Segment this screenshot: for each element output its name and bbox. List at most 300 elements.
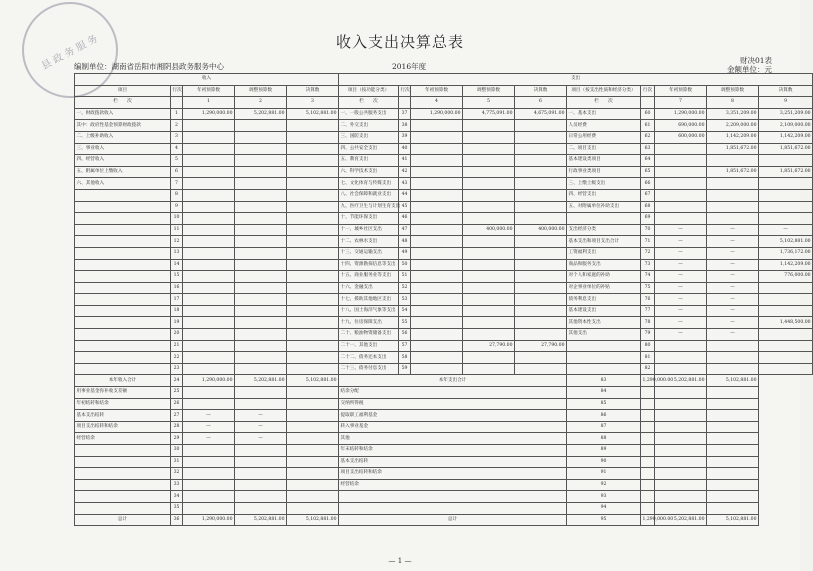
table-cell: 82 xyxy=(641,363,655,375)
table-cell xyxy=(75,259,171,271)
table-cell xyxy=(463,329,515,341)
table-cell xyxy=(655,213,707,225)
table-cell xyxy=(287,120,339,132)
table-cell: 53 xyxy=(399,294,411,306)
table-cell: 十一、城乡社区支出 xyxy=(339,224,399,236)
table-cell: 73 xyxy=(641,259,655,271)
table-cell xyxy=(235,143,287,155)
table-cell xyxy=(515,189,567,201)
table-cell xyxy=(287,340,339,352)
table-cell xyxy=(287,445,339,457)
table-cell xyxy=(183,329,235,341)
table-cell xyxy=(463,363,515,375)
table-cell: 六、科学技术支出 xyxy=(339,166,399,178)
table-cell xyxy=(183,340,235,352)
table-cell: 1,290,000.00 xyxy=(641,375,655,387)
table-cell: 二、项目支出 xyxy=(567,143,641,155)
table-cell xyxy=(707,155,759,167)
table-cell xyxy=(235,491,287,503)
table-cell: 85 xyxy=(567,398,641,410)
table-cell: 其他支出 xyxy=(567,329,641,341)
table-cell xyxy=(655,433,707,445)
table-cell xyxy=(287,178,339,190)
table-cell: 5,202,881.00 xyxy=(655,514,707,526)
table-cell xyxy=(641,398,655,410)
table-cell: 54 xyxy=(399,305,411,317)
table-cell: 93 xyxy=(567,491,641,503)
table-cell: 基本建设类项目 xyxy=(567,155,641,167)
table-cell xyxy=(235,340,287,352)
table-cell xyxy=(287,502,339,514)
table-cell xyxy=(567,340,641,352)
table-cell: 1,736,172.00 xyxy=(759,247,813,259)
table-cell xyxy=(75,352,171,364)
table-cell: 49 xyxy=(399,247,411,259)
table-cell: 67 xyxy=(641,189,655,201)
table-cell: — xyxy=(235,433,287,445)
table-cell: 其他资本性支出 xyxy=(567,317,641,329)
table-cell xyxy=(411,213,463,225)
totals-row xyxy=(75,375,813,387)
table-cell: 18 xyxy=(171,305,183,317)
table-cell: 8 xyxy=(171,189,183,201)
table-cell: 五、教育支出 xyxy=(339,155,399,167)
table-cell xyxy=(641,445,655,457)
table-cell xyxy=(463,189,515,201)
table-cell xyxy=(75,445,171,457)
table-cell: — xyxy=(655,259,707,271)
table-row xyxy=(75,201,813,213)
table-cell: 总计 xyxy=(339,514,567,526)
table-cell xyxy=(183,445,235,457)
table-cell xyxy=(655,352,707,364)
table-row xyxy=(75,143,813,155)
table-cell xyxy=(235,329,287,341)
table-cell xyxy=(707,468,759,480)
table-cell xyxy=(75,294,171,306)
table-cell xyxy=(287,189,339,201)
table-cell: 27 xyxy=(171,410,183,422)
table-cell: — xyxy=(707,236,759,248)
table-cell xyxy=(75,271,171,283)
table-cell: — xyxy=(655,236,707,248)
table-cell: 1,290,000.00 xyxy=(183,514,235,526)
table-cell: 27,790.00 xyxy=(463,340,515,352)
table-cell xyxy=(75,456,171,468)
table-cell: 2,209,000.00 xyxy=(707,120,759,132)
table-cell: 51 xyxy=(399,271,411,283)
table-cell xyxy=(707,410,759,422)
table-cell xyxy=(235,294,287,306)
table-cell xyxy=(287,155,339,167)
table-cell: 1,851,672.00 xyxy=(759,143,813,155)
table-cell: 二十二、债务还本支出 xyxy=(339,352,399,364)
table-cell xyxy=(707,479,759,491)
table-cell xyxy=(641,491,655,503)
table-cell: 30 xyxy=(171,445,183,457)
table-cell: 支出经济分类 xyxy=(567,224,641,236)
table-cell xyxy=(287,433,339,445)
table-cell xyxy=(515,236,567,248)
table-cell xyxy=(759,340,813,352)
table-cell xyxy=(235,131,287,143)
table-cell xyxy=(183,201,235,213)
table-cell: 36 xyxy=(171,514,183,526)
table-cell: — xyxy=(183,433,235,445)
table-cell: 1,290,000.00 xyxy=(183,375,235,387)
table-cell xyxy=(655,456,707,468)
table-cell xyxy=(655,155,707,167)
table-cell xyxy=(707,363,759,375)
table-cell xyxy=(515,178,567,190)
table-cell: 27,790.00 xyxy=(515,340,567,352)
table-cell: 基本支出结转 xyxy=(75,410,171,422)
table-cell xyxy=(235,317,287,329)
table-cell xyxy=(287,143,339,155)
table-cell: 12 xyxy=(171,236,183,248)
table-cell: 94 xyxy=(567,502,641,514)
table-row xyxy=(75,189,813,201)
table-cell xyxy=(707,352,759,364)
table-cell xyxy=(235,236,287,248)
table-cell xyxy=(515,352,567,364)
table-cell xyxy=(515,317,567,329)
table-cell: — xyxy=(655,282,707,294)
table-cell xyxy=(707,340,759,352)
table-cell xyxy=(411,236,463,248)
table-cell: 4 xyxy=(171,143,183,155)
table-row xyxy=(75,317,813,329)
table-cell xyxy=(411,294,463,306)
table-cell: 83 xyxy=(567,375,641,387)
table-cell: 776,000.00 xyxy=(759,271,813,283)
table-cell: 66 xyxy=(641,178,655,190)
table-cell: — xyxy=(235,421,287,433)
table-cell xyxy=(641,456,655,468)
table-cell: 21 xyxy=(171,340,183,352)
table-cell xyxy=(655,201,707,213)
table-cell xyxy=(707,201,759,213)
table-cell: 35 xyxy=(171,502,183,514)
table-cell: 二十三、债务付息支出 xyxy=(339,363,399,375)
table-cell xyxy=(641,502,655,514)
table-cell xyxy=(655,387,707,399)
table-row xyxy=(75,166,813,178)
table-cell: 1,851,672.00 xyxy=(707,166,759,178)
table-cell: 63 xyxy=(641,143,655,155)
table-cell: 二十、粮油物资储备支出 xyxy=(339,329,399,341)
table-cell: — xyxy=(655,329,707,341)
table-row xyxy=(75,271,813,283)
table-cell: 43 xyxy=(399,178,411,190)
table-cell: 三、国防支出 xyxy=(339,131,399,143)
table-cell xyxy=(235,247,287,259)
table-cell: — xyxy=(707,282,759,294)
table-cell: 十、节能环保支出 xyxy=(339,213,399,225)
org-label: 编制单位：湖南省岳阳市湘阴县政务服务中心 xyxy=(74,62,224,71)
table-cell: 1,290,000.00 xyxy=(183,108,235,120)
table-cell: 59 xyxy=(399,363,411,375)
table-cell: 17 xyxy=(171,294,183,306)
table-cell: 年末结转和结余 xyxy=(339,445,567,457)
table-cell xyxy=(183,247,235,259)
table-cell: 39 xyxy=(399,131,411,143)
table-cell: 34 xyxy=(171,491,183,503)
table-cell xyxy=(235,178,287,190)
table-cell: 55 xyxy=(399,317,411,329)
table-cell xyxy=(463,259,515,271)
table-cell: 1,448,500.00 xyxy=(759,317,813,329)
table-cell: — xyxy=(655,247,707,259)
table-cell: 5,102,881.00 xyxy=(287,108,339,120)
table-row xyxy=(75,340,813,352)
table-cell: 5,202,881.00 xyxy=(235,514,287,526)
table-cell xyxy=(515,259,567,271)
table-cell xyxy=(463,213,515,225)
table-cell: 600,000.00 xyxy=(655,131,707,143)
table-cell xyxy=(655,410,707,422)
table-cell xyxy=(411,271,463,283)
table-cell xyxy=(183,456,235,468)
table-cell xyxy=(655,502,707,514)
table-cell: 86 xyxy=(567,410,641,422)
table-cell xyxy=(235,155,287,167)
table-cell xyxy=(183,468,235,480)
table-cell: 7 xyxy=(171,178,183,190)
table-cell xyxy=(463,120,515,132)
table-cell xyxy=(183,305,235,317)
table-cell: 87 xyxy=(567,421,641,433)
table-cell: 31 xyxy=(171,456,183,468)
table-cell xyxy=(411,120,463,132)
table-cell xyxy=(515,282,567,294)
table-cell: 项目支出结转和结余 xyxy=(75,421,171,433)
table-cell xyxy=(75,363,171,375)
header-row-columns: 项目 行次 年初预算数 调整预算数 决算数 项目（按功能分类） 行次 年初预算数 调整预算数 决算数 项目（按支出性质和经济分类） 行次 年初预算数 调整预算数 决算数 xyxy=(75,85,813,97)
table-cell: 本年支出合计 xyxy=(339,375,567,387)
table-cell xyxy=(707,387,759,399)
table-cell xyxy=(235,271,287,283)
table-cell xyxy=(515,155,567,167)
table-cell: 2 xyxy=(171,120,183,132)
table-cell xyxy=(707,189,759,201)
table-cell: — xyxy=(707,259,759,271)
table-cell xyxy=(707,445,759,457)
table-cell xyxy=(75,491,171,503)
table-row xyxy=(75,398,813,410)
table-cell xyxy=(515,201,567,213)
table-cell xyxy=(75,201,171,213)
year-label: 2016年度 xyxy=(392,62,427,71)
table-cell xyxy=(759,213,813,225)
table-cell xyxy=(655,445,707,457)
table-cell xyxy=(641,421,655,433)
table-cell xyxy=(235,224,287,236)
table-cell: 9 xyxy=(171,201,183,213)
table-cell: 经营结余 xyxy=(339,479,567,491)
table-cell xyxy=(183,352,235,364)
table-cell: 95 xyxy=(567,514,641,526)
table-row xyxy=(75,294,813,306)
table-cell xyxy=(463,247,515,259)
table-cell xyxy=(287,468,339,480)
table-cell xyxy=(411,363,463,375)
table-cell: 十六、金融支出 xyxy=(339,282,399,294)
table-cell: 四、经营支出 xyxy=(567,189,641,201)
table-cell: 56 xyxy=(399,329,411,341)
table-cell: — xyxy=(707,224,759,236)
table-cell xyxy=(655,468,707,480)
table-cell xyxy=(411,282,463,294)
table-cell xyxy=(655,143,707,155)
table-cell: 92 xyxy=(567,479,641,491)
table-cell: 5,102,881.00 xyxy=(707,375,759,387)
table-cell xyxy=(411,143,463,155)
table-cell: 5,102,881.00 xyxy=(287,375,339,387)
table-cell xyxy=(463,282,515,294)
table-cell xyxy=(287,236,339,248)
table-cell xyxy=(183,398,235,410)
table-cell xyxy=(235,166,287,178)
table-cell xyxy=(707,178,759,190)
table-cell: 十七、援助其他地区支出 xyxy=(339,294,399,306)
expense-header: 支出 xyxy=(339,74,813,86)
table-cell: 5,202,881.00 xyxy=(235,108,287,120)
table-cell: 60 xyxy=(641,108,655,120)
table-cell: 十四、资源勘探信息等支出 xyxy=(339,259,399,271)
table-cell: 商品和服务支出 xyxy=(567,259,641,271)
table-cell: 八、社会保障和就业支出 xyxy=(339,189,399,201)
table-cell xyxy=(183,213,235,225)
table-cell xyxy=(183,120,235,132)
table-cell: 其中：政府性基金预算财政拨款 xyxy=(75,120,171,132)
table-cell xyxy=(411,247,463,259)
table-cell xyxy=(235,352,287,364)
table-cell: 78 xyxy=(641,317,655,329)
table-cell xyxy=(235,305,287,317)
table-cell: 23 xyxy=(171,363,183,375)
table-cell xyxy=(287,352,339,364)
table-row xyxy=(75,445,813,457)
table-cell: 19 xyxy=(171,317,183,329)
table-cell xyxy=(463,294,515,306)
table-cell: — xyxy=(707,247,759,259)
table-cell: 一、基本支出 xyxy=(567,108,641,120)
table-cell xyxy=(235,120,287,132)
table-cell xyxy=(287,387,339,399)
table-cell: 75 xyxy=(641,282,655,294)
table-cell xyxy=(759,201,813,213)
table-cell: 3,351,209.00 xyxy=(707,108,759,120)
table-cell: 五、附属单位上缴收入 xyxy=(75,166,171,178)
table-cell xyxy=(655,166,707,178)
table-cell xyxy=(515,294,567,306)
table-cell xyxy=(515,329,567,341)
table-cell xyxy=(287,410,339,422)
table-row xyxy=(75,421,813,433)
table-cell: 33 xyxy=(171,479,183,491)
table-cell xyxy=(183,155,235,167)
table-cell xyxy=(183,294,235,306)
table-cell xyxy=(235,479,287,491)
table-cell xyxy=(183,363,235,375)
table-cell xyxy=(287,224,339,236)
table-cell xyxy=(183,143,235,155)
table-cell: 22 xyxy=(171,352,183,364)
table-cell xyxy=(515,120,567,132)
table-cell: 6 xyxy=(171,166,183,178)
table-cell: 项目支出结转和结余 xyxy=(339,468,567,480)
table-cell xyxy=(707,433,759,445)
table-cell: 债务利息支出 xyxy=(567,294,641,306)
table-cell xyxy=(641,410,655,422)
table-cell xyxy=(463,271,515,283)
table-cell: 十二、农林水支出 xyxy=(339,236,399,248)
table-row xyxy=(75,305,813,317)
table-cell: 25 xyxy=(171,387,183,399)
table-cell: 65 xyxy=(641,166,655,178)
table-cell xyxy=(411,224,463,236)
table-cell xyxy=(183,282,235,294)
page-number: — 1 — xyxy=(388,557,412,565)
table-cell xyxy=(567,352,641,364)
table-cell: 5,202,881.00 xyxy=(235,375,287,387)
table-cell: 48 xyxy=(399,236,411,248)
table-cell: 日常公用经费 xyxy=(567,131,641,143)
table-cell xyxy=(707,421,759,433)
table-cell: 六、其他收入 xyxy=(75,178,171,190)
table-cell xyxy=(463,317,515,329)
table-cell: 81 xyxy=(641,352,655,364)
table-cell xyxy=(183,166,235,178)
table-cell xyxy=(411,189,463,201)
table-cell xyxy=(287,398,339,410)
table-cell: 57 xyxy=(399,340,411,352)
table-cell: 本年收入合计 xyxy=(75,375,171,387)
report-table xyxy=(74,73,813,526)
table-cell: 28 xyxy=(171,421,183,433)
table-cell: 10 xyxy=(171,213,183,225)
table-cell xyxy=(641,479,655,491)
table-cell: 13 xyxy=(171,247,183,259)
table-row xyxy=(75,479,813,491)
table-cell xyxy=(75,236,171,248)
table-cell: 二十一、其他支出 xyxy=(339,340,399,352)
table-row xyxy=(75,224,813,236)
table-row xyxy=(75,468,813,480)
table-cell xyxy=(183,224,235,236)
table-cell: 79 xyxy=(641,329,655,341)
table-cell xyxy=(515,271,567,283)
table-row xyxy=(75,108,813,120)
table-cell xyxy=(515,131,567,143)
table-cell xyxy=(235,468,287,480)
table-cell: 68 xyxy=(641,201,655,213)
table-cell: 45 xyxy=(399,201,411,213)
table-cell: — xyxy=(655,224,707,236)
table-cell xyxy=(235,259,287,271)
table-cell xyxy=(759,189,813,201)
table-row xyxy=(75,387,813,399)
seal-stamp: 县政务服务 xyxy=(5,0,135,115)
table-cell xyxy=(287,131,339,143)
table-cell: 二、上级补助收入 xyxy=(75,131,171,143)
table-cell xyxy=(641,387,655,399)
table-cell xyxy=(183,479,235,491)
table-cell: 行政事业类项目 xyxy=(567,166,641,178)
table-cell xyxy=(75,247,171,259)
table-cell xyxy=(411,317,463,329)
